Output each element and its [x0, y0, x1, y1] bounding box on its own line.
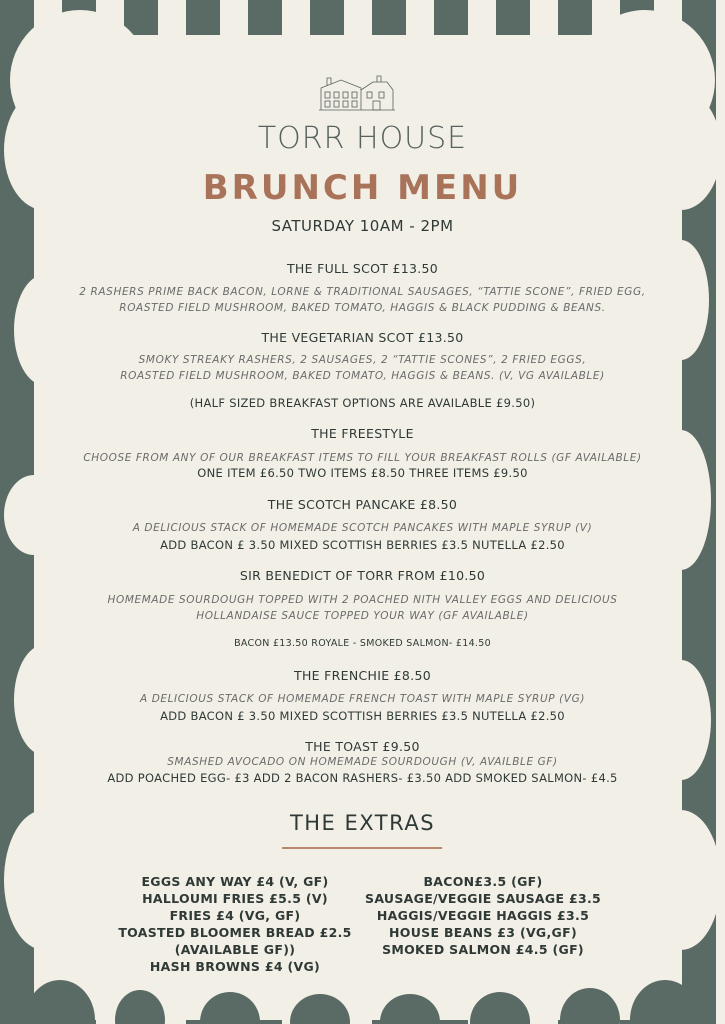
- extras-item: HASH BROWNS £4 (VG): [149, 959, 321, 974]
- extras-item: HALLOUMI FRIES £5.5 (V): [142, 891, 328, 906]
- menu-item-description: [60, 352, 665, 384]
- menu-item-description: [60, 754, 665, 770]
- menu-title: BRUNCH MENU: [202, 168, 523, 208]
- description-line: 2 RASHERS PRIME BACK BACON, LORNE & TRADITIONAL SAUSAGES, “TATTIE SCONE”, FRIED EGG,: [79, 286, 646, 298]
- torr-house-logo: [317, 72, 397, 112]
- extras-item: SAUSAGE/VEGGIE SAUSAGE £3.5: [365, 891, 601, 906]
- menu-item-title: SIR BENEDICT OF TORR FROM £10.50: [239, 568, 486, 583]
- menu-item-title: THE FRENCHIE £8.50: [294, 668, 431, 683]
- menu-item-title: THE SCOTCH PANCAKE £8.50: [267, 497, 458, 512]
- description-line: SMASHED AVOCADO ON HOMEMADE SOURDOUGH (V, AVAILBLE GF): [167, 756, 558, 768]
- description-line: HOLLANDAISE SAUCE TOPPED YOUR WAY (GF AVAILABLE): [196, 610, 529, 622]
- description-line: HOMEMADE SOURDOUGH TOPPED WITH 2 POACHED NITH VALLEY EGGS AND DELICIOUS: [107, 594, 618, 606]
- extras-item: BACON£3.5 (GF): [423, 874, 543, 889]
- menu-item-description: [60, 520, 665, 536]
- menu-item-description: [60, 284, 665, 316]
- opening-hours: SATURDAY 10AM - 2PM: [271, 217, 454, 235]
- menu-item-title: THE FREESTYLE: [311, 426, 414, 441]
- description-line: A DELICIOUS STACK OF HOMEMADE SCOTCH PANCAKES WITH MAPLE SYRUP (V): [132, 522, 593, 534]
- extras-divider: [282, 847, 442, 849]
- restaurant-name: TORR HOUSE: [257, 121, 468, 156]
- description-line: A DELICIOUS STACK OF HOMEMADE FRENCH TOAST WITH MAPLE SYRUP (VG): [139, 693, 586, 705]
- extras-title: THE EXTRAS: [289, 811, 436, 835]
- menu-item-options: ADD POACHED EGG- £3 ADD 2 BACON RASHERS- £3.50 ADD SMOKED SALMON- £4.5: [107, 771, 618, 785]
- menu-item-description: [60, 691, 665, 707]
- extras-item: FRIES £4 (VG, GF): [169, 908, 301, 923]
- description-line: CHOOSE FROM ANY OF OUR BREAKFAST ITEMS TO FILL YOUR BREAKFAST ROLLS (GF AVAILABLE): [83, 452, 642, 464]
- extras-item: HOUSE BEANS £3 (VG,GF): [389, 925, 577, 940]
- half-size-note: (HALF SIZED BREAKFAST OPTIONS ARE AVAILABLE £9.50): [189, 396, 536, 410]
- extras-item: EGGS ANY WAY £4 (V, GF): [141, 874, 329, 889]
- menu-item-options: ONE ITEM £6.50 TWO ITEMS £8.50 THREE ITEMS £9.50: [197, 466, 528, 480]
- menu-item-options: BACON £13.50 ROYALE - SMOKED SALMON- £14.50: [234, 638, 491, 649]
- description-line: ROASTED FIELD MUSHROOM, BAKED TOMATO, HAGGIS & BEANS. (V, VG AVAILABLE): [120, 370, 605, 382]
- menu-item-title: THE FULL SCOT £13.50: [287, 261, 438, 276]
- menu-item-options: ADD BACON £ 3.50 MIXED SCOTTISH BERRIES £3.5 NUTELLA £2.50: [160, 538, 565, 552]
- description-line: ROASTED FIELD MUSHROOM, BAKED TOMATO, HAGGIS & BLACK PUDDING & BEANS.: [119, 302, 606, 314]
- extras-item: SMOKED SALMON £4.5 (GF): [382, 942, 584, 957]
- menu-item-options: ADD BACON £ 3.50 MIXED SCOTTISH BERRIES £3.5 NUTELLA £2.50: [160, 709, 565, 723]
- menu-item-description: [60, 592, 665, 624]
- menu-item-description: [60, 450, 665, 466]
- extras-right-column: [363, 873, 603, 958]
- extras-item: (AVAILABLE GF)): [174, 942, 296, 957]
- menu-item-title: THE TOAST £9.50: [305, 739, 420, 754]
- extras-item: HAGGIS/VEGGIE HAGGIS £3.5: [376, 908, 590, 923]
- menu-item-title: THE VEGETARIAN SCOT £13.50: [261, 330, 464, 345]
- description-line: SMOKY STREAKY RASHERS, 2 SAUSAGES, 2 “TATTIE SCONES”, 2 FRIED EGGS,: [138, 354, 587, 366]
- extras-left-column: [115, 873, 355, 975]
- extras-item: TOASTED BLOOMER BREAD £2.5: [118, 925, 352, 940]
